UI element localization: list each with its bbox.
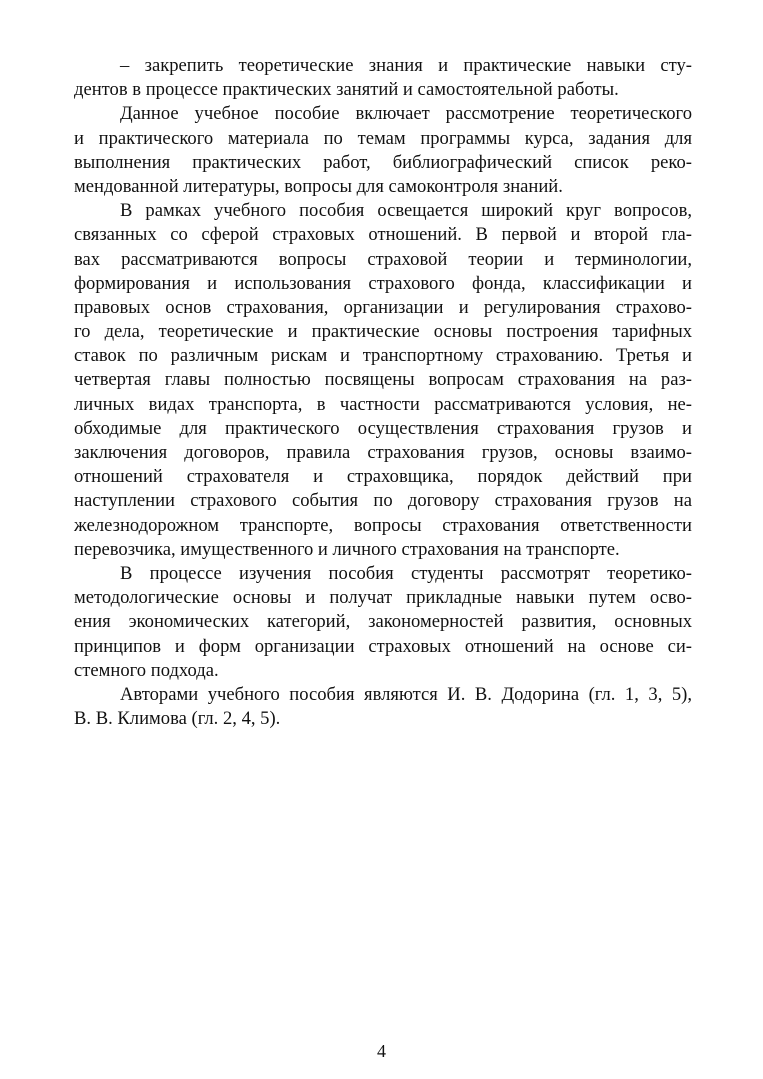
text-line: наступлении страхового события по договору страхования грузов на — [74, 490, 692, 512]
text-line: В процессе изучения пособия студенты рассмотрят теоретико- — [120, 562, 692, 584]
paragraph-objectives — [74, 54, 692, 102]
paragraph-scope — [74, 199, 692, 562]
paragraph-contents — [74, 102, 692, 199]
text-line: принципов и форм организации страховых отношений на основе си- — [74, 635, 692, 657]
text-line: железнодорожном транспорте, вопросы страхования ответственности — [74, 514, 692, 536]
paragraph-authors — [74, 683, 692, 731]
text-line: обходимые для практического осуществления страхования грузов и — [74, 417, 692, 439]
text-line: Данное учебное пособие включает рассмотрение теоретического — [120, 103, 692, 125]
text-line: мендованной литературы, вопросы для самоконтроля знаний. — [74, 175, 563, 197]
page-number: 4 — [377, 1041, 386, 1061]
text-line: методологические основы и получат прикладные навыки путем осво- — [74, 587, 692, 609]
page-body — [74, 54, 692, 731]
text-line: – закрепить теоретические знания и практические навыки сту- — [120, 55, 692, 76]
text-line: ения экономических категорий, закономерностей развития, основных — [74, 611, 692, 633]
text-line: четвертая главы полностью посвящены вопросам страхования на раз- — [74, 369, 692, 391]
text-line: формирования и использования страхового фонда, классификации и — [74, 272, 692, 294]
text-line: личных видах транспорта, в частности рассматриваются условия, не- — [74, 393, 692, 415]
text-line: и практического материала по темам программы курса, задания для — [74, 127, 692, 149]
text-line: В рамках учебного пособия освещается широкий круг вопросов, — [120, 200, 692, 222]
text-line: заключения договоров, правила страхования грузов, основы взаимо- — [74, 442, 692, 463]
text-line: вах рассматриваются вопросы страховой теории и терминологии, — [74, 248, 692, 270]
text-line: перевозчика, имущественного и личного страхования на транспорте. — [74, 538, 620, 560]
text-line: стемного подхода. — [74, 659, 219, 681]
text-line: правовых основ страхования, организации и регулирования страхово- — [74, 296, 692, 318]
text-line: выполнения практических работ, библиографический список реко- — [74, 151, 692, 173]
text-line: го дела, теоретические и практические основы построения тарифных — [74, 321, 692, 343]
text-line: ставок по различным рискам и транспортному страхованию. Третья и — [74, 345, 692, 367]
text-line: Авторами учебного пособия являются И. В. Додорина (гл. 1, 3, 5), — [120, 683, 692, 705]
text-line: связанных со сферой страховых отношений. В первой и второй гла- — [74, 224, 692, 246]
text-line: В. В. Климова (гл. 2, 4, 5). — [74, 708, 281, 730]
text-line: отношений страхователя и страховщика, порядок действий при — [74, 466, 692, 488]
text-line: дентов в процессе практических занятий и самостоятельной работы. — [74, 79, 619, 101]
paragraph-learning — [74, 562, 692, 683]
